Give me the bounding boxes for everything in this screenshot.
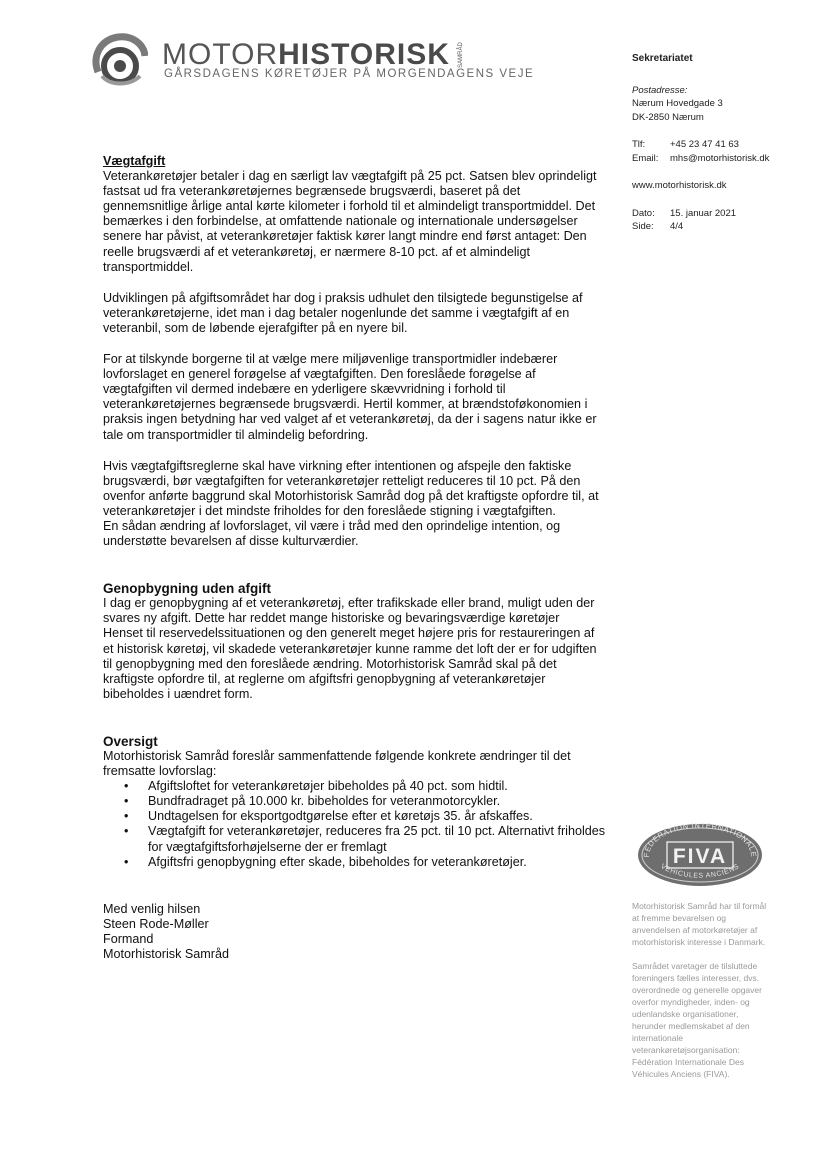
email-row: Email: mhs@motorhistorisk.dk xyxy=(632,152,770,164)
signer-name: Steen Rode-Møller xyxy=(103,916,209,931)
sidebar-title: Sekretariatet xyxy=(632,53,693,64)
date-row: Dato: 15. januar 2021 xyxy=(632,207,737,219)
sidebar-note xyxy=(632,900,772,1080)
date-value: 15. januar 2021 xyxy=(670,207,737,219)
paragraph: En sådan ændring af lovforslaget, vil være i tråd med den oprindelige intention, og understøtte bevarelsen af disse kulturværdier. xyxy=(103,518,561,549)
fiva-badge xyxy=(635,822,765,888)
paragraph: For at tilskynde borgerne til at vælge mere miljøvenlige transportmidler indebærer lovforslaget en generel forøgelse af vægtafgiften. Den foreslåede forøgelse af vægtafgiften vil dermed indebære en yderligere skævvridning i forhold til veterankøretøjernes begrænsede brugsværdi. Hertil kommer, at brændstoføkonomien i praksis ingen betydning har ved valget af et veterankøretøj, da der i sagens natur ikke er tale om transportmidler til almindelig befordring. xyxy=(103,352,597,442)
paragraph: Hvis vægtafgiftsreglerne skal have virkning efter intentionen og afspejle den faktiske brugsværdi, bør vægtafgiften for veterankøretøjer retteligt reduceres til 10 pct. På den ovenfor anførte baggrund skal Motorhistorisk Samråd dog på det kraftigste opfordre til, at veterankøretøjer i det mindste friholdes for den foreslåede stigning i vægtafgiften. xyxy=(103,458,599,518)
page-row: Side: 4/4 xyxy=(632,221,684,232)
letter-body xyxy=(103,154,608,962)
logo-wordmark: MOTORHISTORISK SAMRÅD xyxy=(162,38,464,71)
paragraph: Udviklingen på afgiftsområdet har dog i praksis udhulet den tilsigtede begunstigelse af veterankøretøjerne, idet man i dag betaler nogenlunde det samme i vægtafgift af en veteranbil, som de løbende ejerafgifter på en nyere bil. xyxy=(103,290,583,335)
signer-role: Formand xyxy=(103,931,154,946)
list-item: • Undtagelsen for eksportgodtgørelse efter et køretøjs 35. år afskaffes. xyxy=(148,809,608,824)
paragraph: Veterankøretøjer betaler i dag en særligt lav vægtafgift på 25 pct. Satsen blev oprindeligt fastsat ud fra veterankøretøjernes begrænsede brugsværdi, baseret på det gennemsnitlige årlige antal kørte kilometer i forhold til et almindeligt transportmiddel. Det bemærkes i den forbindelse, at omfattende nationale og internationale undersøgelser senere har påvist, at veterankøretøjer faktisk kører langt mindre end først antaget: Den reelle brugsværdi af et veterankøretøj, er nærmere 8-10 pct. af et almindeligt transportmiddel. xyxy=(103,169,597,274)
list-item: • Bundfradraget på 10.000 kr. bibeholdes for veteranmotorcykler. xyxy=(148,794,608,809)
list-item: • Afgiftsloftet for veterankøretøjer bibeholdes på 40 pct. som hidtil. xyxy=(148,779,608,794)
address-line-2: DK-2850 Nærum xyxy=(632,111,704,123)
greeting: Med venlig hilsen xyxy=(103,901,201,916)
proposal-list xyxy=(103,779,608,870)
signer-org: Motorhistorisk Samråd xyxy=(103,947,229,962)
logo-wheel-icon xyxy=(90,32,148,88)
signature-block xyxy=(103,902,608,962)
phone-row: Tlf: +45 23 47 41 63 xyxy=(632,139,739,150)
contact-sidebar xyxy=(632,52,812,234)
fiva-top-text: FEDERATION INTERNATIONALE xyxy=(641,822,759,858)
address-line-1: Nærum Hovedgade 3 xyxy=(632,98,723,109)
page-number: 4/4 xyxy=(670,221,684,232)
logo-small-text: SAMRÅD xyxy=(457,42,464,68)
list-item: • Afgiftsfri genopbygning efter skade, bibeholdes for veterankøretøjer. xyxy=(148,855,608,870)
heading-vaegtafgift: Vægtafgift xyxy=(103,154,166,168)
website-link[interactable]: www.motorhistorisk.dk xyxy=(632,180,727,191)
sidebar-note-2: Samrådet varetager de tilsluttede foreningers fælles interesser, dvs. overordnede og generelle opgaver overfor myndigheder, inden- og udenlandske organisationer, herunder medlemskabet af den internationale veterankøretøjsorganisation: Fédération Internationale Des Véhicules Anciens (FIVA). xyxy=(632,961,762,1079)
heading-genopbygning: Genopbygning uden afgift xyxy=(103,581,271,597)
phone-number: +45 23 47 41 63 xyxy=(670,139,739,150)
email-link[interactable]: mhs@motorhistorisk.dk xyxy=(670,152,770,164)
logo-tagline: GÅRSDAGENS KØRETØJER PÅ MORGENDAGENS VEJE xyxy=(164,68,535,80)
paragraph: Motorhistorisk Samråd foreslår sammenfattende følgende konkrete ændringer til det fremsatte lovforslag: xyxy=(103,749,571,779)
postal-label: Postadresse: xyxy=(632,84,688,96)
list-item: • Vægtafgift for veterankøretøjer, reduceres fra 25 pct. til 10 pct. Alternativt friholdes for vægtafgiftsforhøjelserne der er fremlagt xyxy=(148,824,608,854)
fiva-bottom-text: VEHICULES ANCIENS xyxy=(659,863,741,880)
heading-oversigt: Oversigt xyxy=(103,733,158,749)
fiva-center-text: FIVA xyxy=(672,845,728,868)
logo xyxy=(90,32,535,92)
sidebar-note-1: Motorhistorisk Samråd har til formål at fremme bevarelsen og anvendelsen af motorkøretøjer af motorhistorisk interesse i Danmark. xyxy=(632,901,767,947)
paragraph: Henset til reservedelssituationen og den generelt meget højere pris for restaureringen af et historisk køretøj, vil skadede veterankøretøjer kunne ramme det loft der er for udgiften til genopbygning med den foreslåede ændring. Motorhistorisk Samråd skal på det kraftigste opfordre til, at reglerne om afgiftsfri genopbygning af veterankøretøjer bibeholdes i uændret form. xyxy=(103,626,597,701)
paragraph: I dag er genopbygning af et veterankøretøj, efter trafikskade eller brand, muligt uden der svares ny afgift. Dette har reddet mange historiske og bevaringsværdige køretøjer xyxy=(103,596,595,626)
